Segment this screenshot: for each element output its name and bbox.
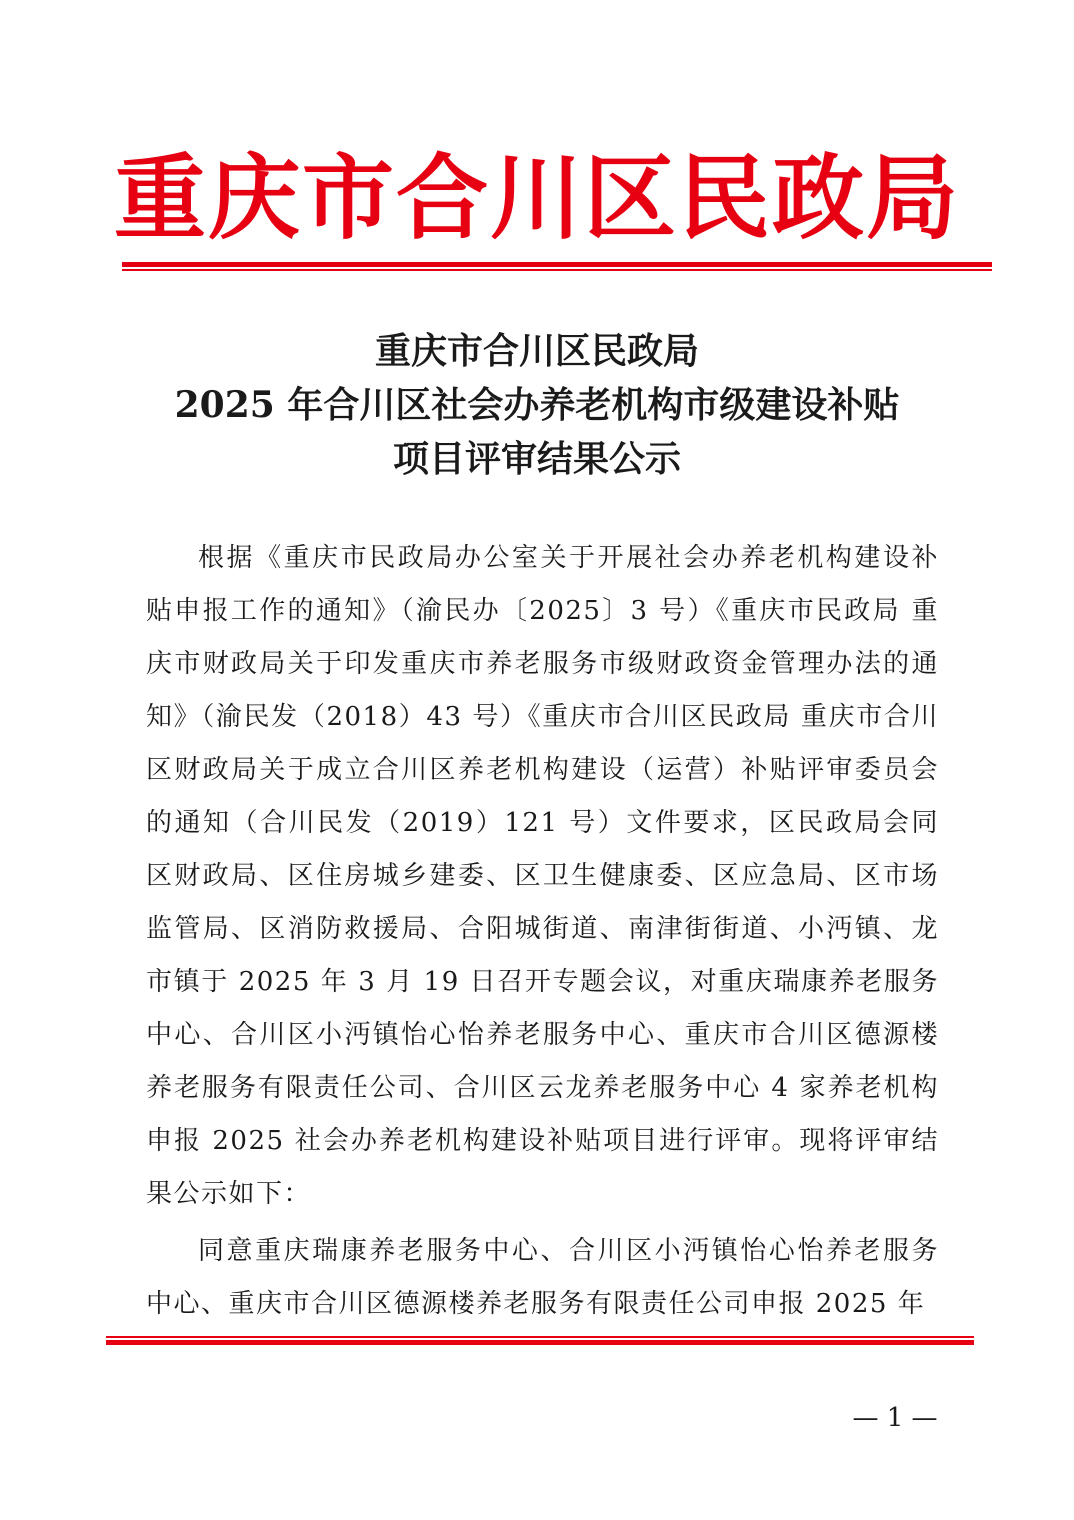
page-number: — 1 — — [852, 1403, 938, 1433]
body-paragraph-2: 同意重庆瑞康养老服务中心、合川区小沔镇怡心怡养老服务中心、重庆市合川区德源楼养老服务有限责任公司申报 2025 年 — [146, 1236, 939, 1319]
document-body — [146, 532, 939, 1331]
red-rule-thick — [122, 262, 992, 267]
red-rule-thick — [106, 1340, 974, 1345]
body-paragraph-1: 根据《重庆市民政局办公室关于开展社会办养老机构建设补贴申报工作的通知》（渝民办〔2025〕3 号）《重庆市民政局 重庆市财政局关于印发重庆市养老服务市级财政资金管理办法的通知》（渝民发（2018）43 号）《重庆市合川区民政局 重庆市合川区财政局关于成立合川区养老机构建设（运营）补贴评审委员会的通知（合川民发（2019）121 号）文件要求，区民政局会同区财政局、区住房城乡建委、区卫生健康委、区应急局、区市场监管局、区消防救援局、合阳城街道、南津街街道、小沔镇、龙市镇于 2025 年 3 月 19 日召开专题会议，对重庆瑞康养老服务中心、合川区小沔镇怡心怡养老服务中心、重庆市合川区德源楼养老服务有限责任公司、合川区云龙养老服务中心 4 家养老机构申报 2025 社会办养老机构建设补贴项目进行评审。现将评审结果公示如下： — [146, 543, 939, 1209]
red-rule-thin — [106, 1336, 974, 1338]
document-title — [0, 324, 1074, 486]
red-rule-thin — [122, 269, 992, 271]
title-line-1: 重庆市合川区民政局 — [374, 330, 699, 372]
masthead-red-rule — [122, 262, 992, 272]
footer-red-rule — [106, 1336, 974, 1346]
title-line-3: 项目评审结果公示 — [392, 438, 681, 480]
title-line-2: 2025 年合川区社会办养老机构市级建设补贴 — [174, 384, 900, 426]
masthead-title: 重庆市合川区民政局 — [113, 144, 960, 252]
